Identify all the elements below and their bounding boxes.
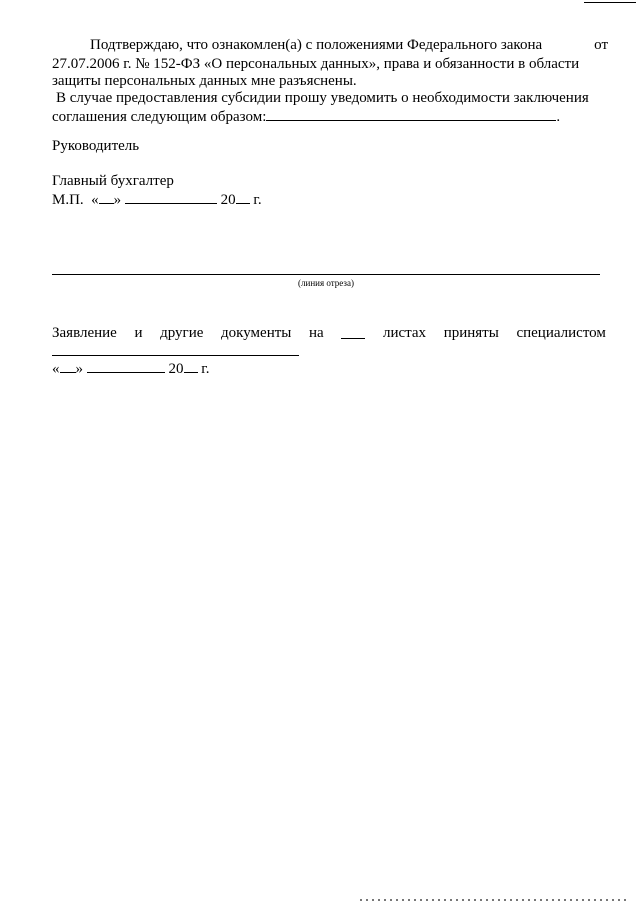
receipt-open-quote: « — [52, 361, 60, 377]
day-blank[interactable] — [99, 189, 114, 204]
cut-line — [52, 274, 600, 275]
consent-text-1b: от — [594, 37, 608, 53]
receipt-word-1: Заявление — [52, 325, 117, 341]
receipt-word-7: приняты — [443, 325, 499, 341]
close-quote: » — [113, 192, 122, 208]
corner-mark — [584, 2, 636, 3]
receipt-year-blank[interactable] — [184, 358, 198, 373]
month-blank[interactable] — [125, 189, 217, 204]
year-blank[interactable] — [236, 189, 250, 204]
receipt-year-suffix: г. — [201, 361, 210, 377]
receipt-month-blank[interactable] — [87, 358, 165, 373]
head-label: Руководитель — [52, 138, 140, 154]
subsidy-end: . — [556, 109, 561, 125]
receipt-date-line — [52, 358, 608, 377]
open-quote: « — [91, 192, 99, 208]
notification-method-blank[interactable] — [266, 106, 556, 121]
specialist-signature-blank[interactable] — [52, 355, 299, 356]
receipt-word-5: на — [309, 325, 324, 341]
receipt-word-6: листах — [382, 325, 427, 341]
seal-date-line — [52, 189, 608, 208]
subsidy-label: соглашения следующим образом: — [52, 109, 267, 125]
receipt-day-blank[interactable] — [60, 358, 76, 373]
subsidy-line-1: В случае предоставления субсидии прошу уведомить о необходимости заключения — [56, 90, 589, 106]
year-prefix: 20 — [220, 192, 236, 208]
subsidy-line-2 — [52, 106, 608, 125]
consent-text-1a: Подтверждаю, что ознакомлен(а) с положениями Федерального закона — [90, 37, 543, 53]
seal-label: М.П. — [52, 192, 84, 208]
cut-line-label: (линия отреза) — [298, 278, 354, 288]
year-suffix: г. — [253, 192, 262, 208]
consent-line-3: защиты персональных данных мне разъяснены. — [52, 73, 357, 89]
consent-line-2: 27.07.2006 г. № 152-ФЗ «О персональных данных», права и обязанности в области — [52, 56, 580, 72]
receipt-close-quote: » — [75, 361, 83, 377]
receipt-word-4: документы — [221, 325, 292, 341]
sheet-count-blank[interactable] — [341, 324, 365, 339]
receipt-word-2: и — [134, 325, 143, 341]
consent-line-1 — [52, 36, 608, 55]
receipt-word-3: другие — [160, 325, 204, 341]
scan-artifact-marks — [360, 899, 630, 901]
receipt-year-prefix: 20 — [168, 361, 184, 377]
receipt-line — [52, 324, 606, 343]
accountant-label: Главный бухгалтер — [52, 173, 174, 189]
receipt-word-8: специалистом — [516, 325, 606, 341]
